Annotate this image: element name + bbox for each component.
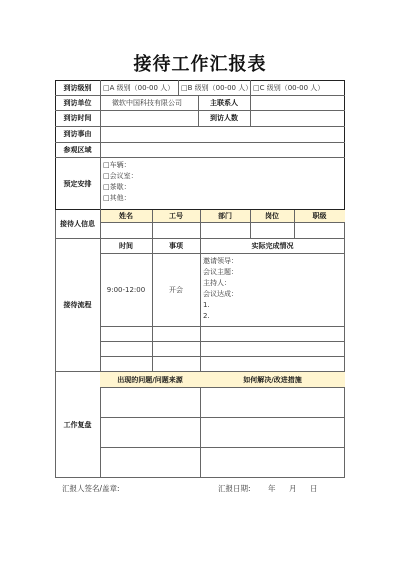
process-details	[203, 256, 238, 322]
review-header-solution: 如何解决/改进措施	[200, 372, 345, 387]
staff-header-rank: 职级	[294, 210, 345, 222]
review-header-problem: 出现的问题/问题来源	[100, 372, 200, 387]
date-month: 月	[289, 484, 297, 493]
staff-label: 接待人信息	[60, 220, 95, 228]
date-day: 日	[310, 484, 318, 493]
arrangement-list	[103, 160, 138, 204]
process-item-value: 开会	[169, 285, 183, 294]
unit-value[interactable]: 微软中国科技有限公司	[112, 98, 182, 107]
arrangement-label: 预定安排	[63, 179, 92, 188]
detail-outcome-2: 2.	[203, 312, 210, 320]
contact-label: 主联系人	[210, 98, 238, 107]
detail-meeting-topic: 会议主题：	[203, 268, 238, 276]
process-header-time: 时间	[119, 241, 133, 250]
date-year: 年	[268, 484, 276, 493]
visit-time-label: 到访时间	[63, 114, 92, 122]
visit-reason-label: 到访事由	[63, 130, 92, 138]
signature-label: 汇报人签名/盖章:	[62, 484, 120, 493]
unit-label: 到访单位	[63, 98, 92, 107]
review-label: 工作复盘	[63, 420, 92, 429]
visitor-count-label: 到访人数	[210, 114, 238, 122]
level-option-b[interactable]: □B 级别（00-00 人）	[181, 83, 253, 92]
staff-header-name: 姓名	[100, 210, 152, 222]
page-title: 接待工作汇报表	[133, 54, 267, 75]
process-header-item: 事项	[169, 241, 183, 250]
level-option-a[interactable]: □A 级别（00-00 人）	[103, 83, 175, 92]
process-time-value: 9:00-12:00	[106, 285, 146, 294]
report-date-label: 汇报日期:	[218, 484, 251, 493]
detail-invited-leader: 邀请领导：	[203, 257, 238, 265]
detail-meeting-outcome: 会议达成：	[203, 290, 238, 298]
process-header-status: 实际完成情况	[251, 241, 294, 250]
arrangement-other[interactable]: □其他：	[103, 194, 131, 202]
tour-area-label: 参观区域	[63, 145, 92, 154]
arrangement-meeting-room[interactable]: □会议室：	[103, 172, 138, 180]
process-label: 接待流程	[63, 300, 92, 309]
arrangement-tea-break[interactable]: □茶歇：	[103, 183, 131, 191]
staff-header-id: 工号	[152, 210, 200, 222]
level-option-c[interactable]: □C 级别（00-00 人）	[253, 83, 325, 92]
detail-outcome-1: 1.	[203, 301, 210, 309]
level-label: 到访级别	[63, 83, 92, 92]
detail-host: 主持人：	[203, 279, 231, 287]
staff-header-dept: 部门	[200, 210, 250, 222]
staff-header-position: 岗位	[250, 210, 294, 222]
arrangement-vehicle[interactable]: □车辆：	[103, 161, 131, 169]
